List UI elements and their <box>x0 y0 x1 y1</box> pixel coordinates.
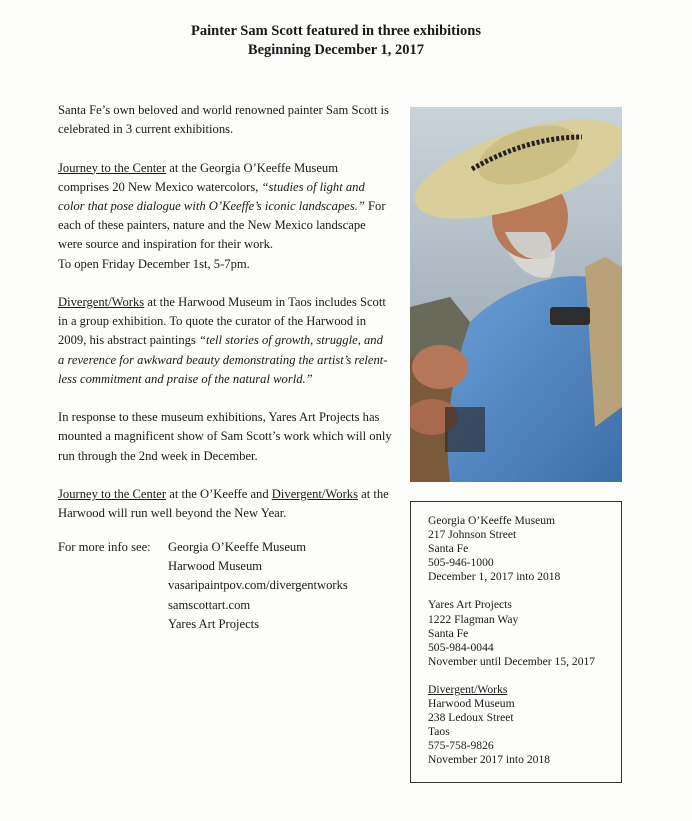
text-run: comprises 20 New Mexico watercolors, <box>58 179 262 194</box>
more-info-label: For more info see: <box>58 540 151 554</box>
venue-name: Yares Art Projects <box>428 598 512 612</box>
venue-address: 1222 Flagman Way <box>428 612 519 626</box>
intro-line: Santa Fe’s own beloved and world renowned painter Sam Scott is <box>58 103 389 117</box>
text-run: Harwood will run well beyond the New Year. <box>58 506 287 521</box>
venue-city: Santa Fe <box>428 542 469 556</box>
artist-photo-illustration <box>410 107 622 482</box>
venue-phone: 505-984-0044 <box>428 640 494 654</box>
more-info-list <box>168 538 348 634</box>
intro-line: celebrated in 3 current exhibitions. <box>58 122 234 137</box>
venue-city: Santa Fe <box>428 626 469 640</box>
document-title <box>0 22 672 60</box>
venue-harwood <box>428 683 621 768</box>
intro-paragraph <box>58 101 398 139</box>
quote-text: less commitment and praise of the natural world.” <box>58 371 313 386</box>
venue-yares <box>428 598 621 668</box>
venue-address: 217 Johnson Street <box>428 528 517 542</box>
text-run: 2009, his abstract paintings <box>58 333 199 348</box>
exhibition-name-divergent: Divergent/Works <box>271 487 358 501</box>
text-run: at the Georgia O’Keeffe Museum <box>166 160 339 175</box>
quote-text: a reverence for awkward beauty demonstrating the artist’s relent- <box>58 352 388 367</box>
exhibition-name-divergent: Divergent/Works <box>58 295 145 309</box>
title-line-2: Beginning December 1, 2017 <box>247 42 425 58</box>
okeeffe-paragraph <box>58 159 398 274</box>
harwood-paragraph <box>58 293 398 389</box>
venue-city: Taos <box>428 725 450 739</box>
venue-address: 238 Ledoux Street <box>428 711 514 725</box>
more-info-item: samscottart.com <box>168 597 251 612</box>
quote-text: color that pose dialogue with O’Keeffe’s iconic landscapes.” <box>58 199 365 213</box>
text-run: run through the 2nd week in December. <box>58 448 258 463</box>
more-info-item: vasaripaintpov.com/divergentworks <box>168 578 348 593</box>
exhibition-name-journey: Journey to the Center <box>58 487 167 501</box>
text-run: at the O’Keeffe and <box>166 487 272 501</box>
venue-info-box <box>410 501 622 783</box>
opening-info: To open Friday December 1st, 5-7pm. <box>58 256 250 271</box>
text-run: at the Harwood Museum in Taos includes Scott <box>144 295 386 309</box>
more-info-item: Harwood Museum <box>168 559 263 574</box>
venue-okeeffe <box>428 514 621 584</box>
venue-dates: December 1, 2017 into 2018 <box>428 570 561 584</box>
duration-paragraph <box>58 485 398 523</box>
text-run: each of these painters, nature and the New Mexico landscape <box>58 218 366 233</box>
text-run: at the <box>358 487 389 501</box>
venue-name: Harwood Museum <box>428 697 515 711</box>
text-run: mounted a magnificent show of Sam Scott’s work which will only <box>58 429 392 444</box>
yares-paragraph <box>58 408 398 466</box>
text-run: were source and inspiration for their work. <box>58 237 274 252</box>
quote-text: “tell stories of growth, struggle, and <box>198 333 383 348</box>
venue-phone: 505-946-1000 <box>428 556 494 570</box>
venue-dates: November 2017 into 2018 <box>428 753 551 767</box>
venue-dates: November until December 15, 2017 <box>428 654 596 668</box>
quote-text: “studies of light and <box>261 179 365 194</box>
exhibition-name-journey: Journey to the Center <box>58 160 167 175</box>
title-line-1: Painter Sam Scott featured in three exhibitions <box>191 23 481 39</box>
artist-photo <box>410 107 622 482</box>
more-info-item: Yares Art Projects <box>168 616 260 631</box>
article-body <box>58 101 398 543</box>
venue-phone: 575-758-9826 <box>428 739 494 753</box>
venue-name: Georgia O’Keeffe Museum <box>428 514 556 527</box>
more-info-item: Georgia O’Keeffe Museum <box>168 540 307 554</box>
text-run: For <box>364 199 386 213</box>
text-run: in a group exhibition. To quote the curator of the Harwood in <box>58 314 367 329</box>
exhibition-name-divergent: Divergent/Works <box>428 682 508 696</box>
text-run: In response to these museum exhibitions, Yares Art Projects has <box>58 410 380 425</box>
